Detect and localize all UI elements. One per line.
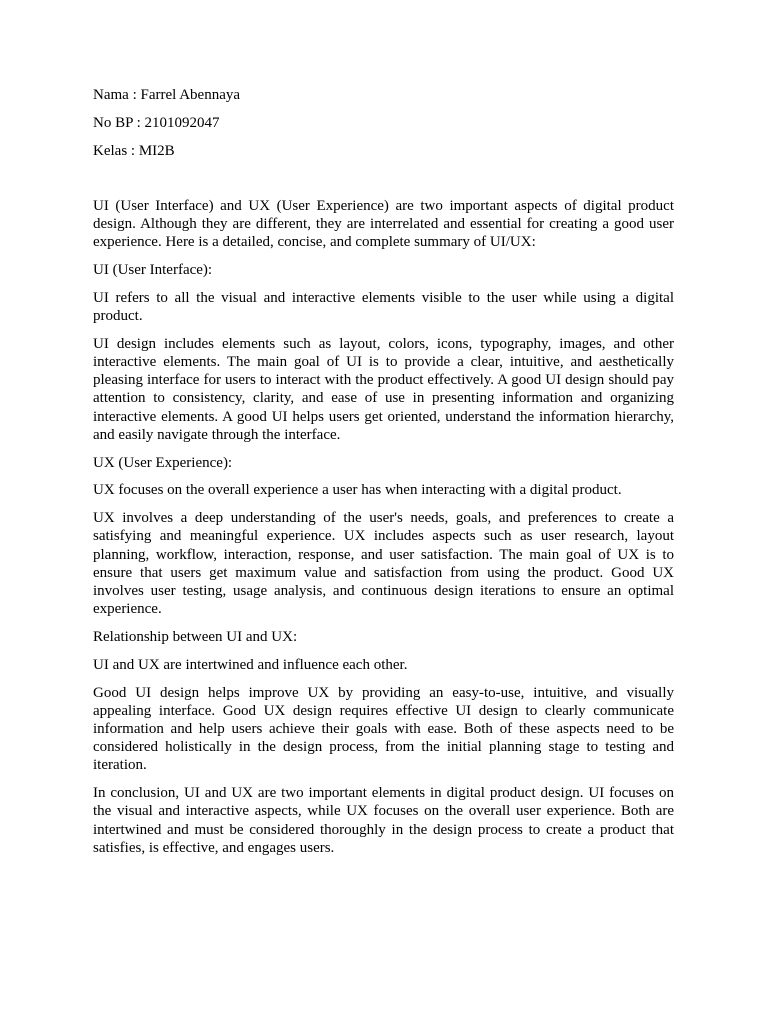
student-info-header — [93, 86, 674, 160]
ui-detail-paragraph: UI design includes elements such as layout, colors, icons, typography, images, and other interactive elements. The main goal of UI is to provide a clear, intuitive, and aesthetically pleasing interface for users to interact with the product effectively. A good UI design should pay attention to consistency, clarity, and ease of use in presenting information and organizing interactive elements. A good UI helps users get oriented, understand the information hierarchy, and easily navigate through the interface. — [93, 335, 674, 443]
relationship-detail-paragraph: Good UI design helps improve UX by providing an easy-to-use, intuitive, and visually appealing interface. Good UX design requires effective UI design to clearly communicate information and help users achieve their goals with ease. Both of these aspects need to be considered holistically in the design process, from the initial planning stage to testing and iteration. — [93, 684, 674, 774]
ux-section-heading: UX (User Experience): — [93, 454, 233, 471]
student-class: Kelas : MI2B — [93, 142, 175, 159]
student-bp-number: No BP : 2101092047 — [93, 114, 220, 131]
conclusion-paragraph: In conclusion, UI and UX are two important elements in digital product design. UI focuses on the visual and interactive aspects, while UX focuses on the overall user experience. Both are intertwined and must be considered thoroughly in the design process to create a product that satisfies, is effective, and engages users. — [93, 785, 674, 856]
ui-section-heading: UI (User Interface): — [93, 262, 213, 278]
student-name: Nama : Farrel Abennaya — [93, 87, 241, 103]
ux-detail-paragraph: UX involves a deep understanding of the user's needs, goals, and preferences to create a satisfying and meaningful experience. UX includes aspects such as user research, layout planning, workflow, interaction, response, and user satisfaction. The main goal of UX is to ensure that users get maximum value and satisfaction from using the product. Good UX involves user testing, usage analysis, and continuous design iterations to ensure an optimal experience. — [93, 510, 674, 618]
relationship-definition-paragraph: UI and UX are intertwined and influence each other. — [93, 656, 408, 673]
document-page — [93, 86, 674, 867]
intro-paragraph: UI (User Interface) and UX (User Experience) are two important aspects of digital product design. Although they are different, they are interrelated and essential for creating a good user experience. Here is a detailed, concise, and complete summary of UI/UX: — [93, 197, 674, 251]
ui-definition-paragraph: UI refers to all the visual and interactive elements visible to the user while using a digital product. — [93, 289, 674, 324]
ux-definition-paragraph: UX focuses on the overall experience a user has when interacting with a digital product. — [93, 482, 622, 499]
relationship-section-heading: Relationship between UI and UX: — [93, 629, 298, 646]
